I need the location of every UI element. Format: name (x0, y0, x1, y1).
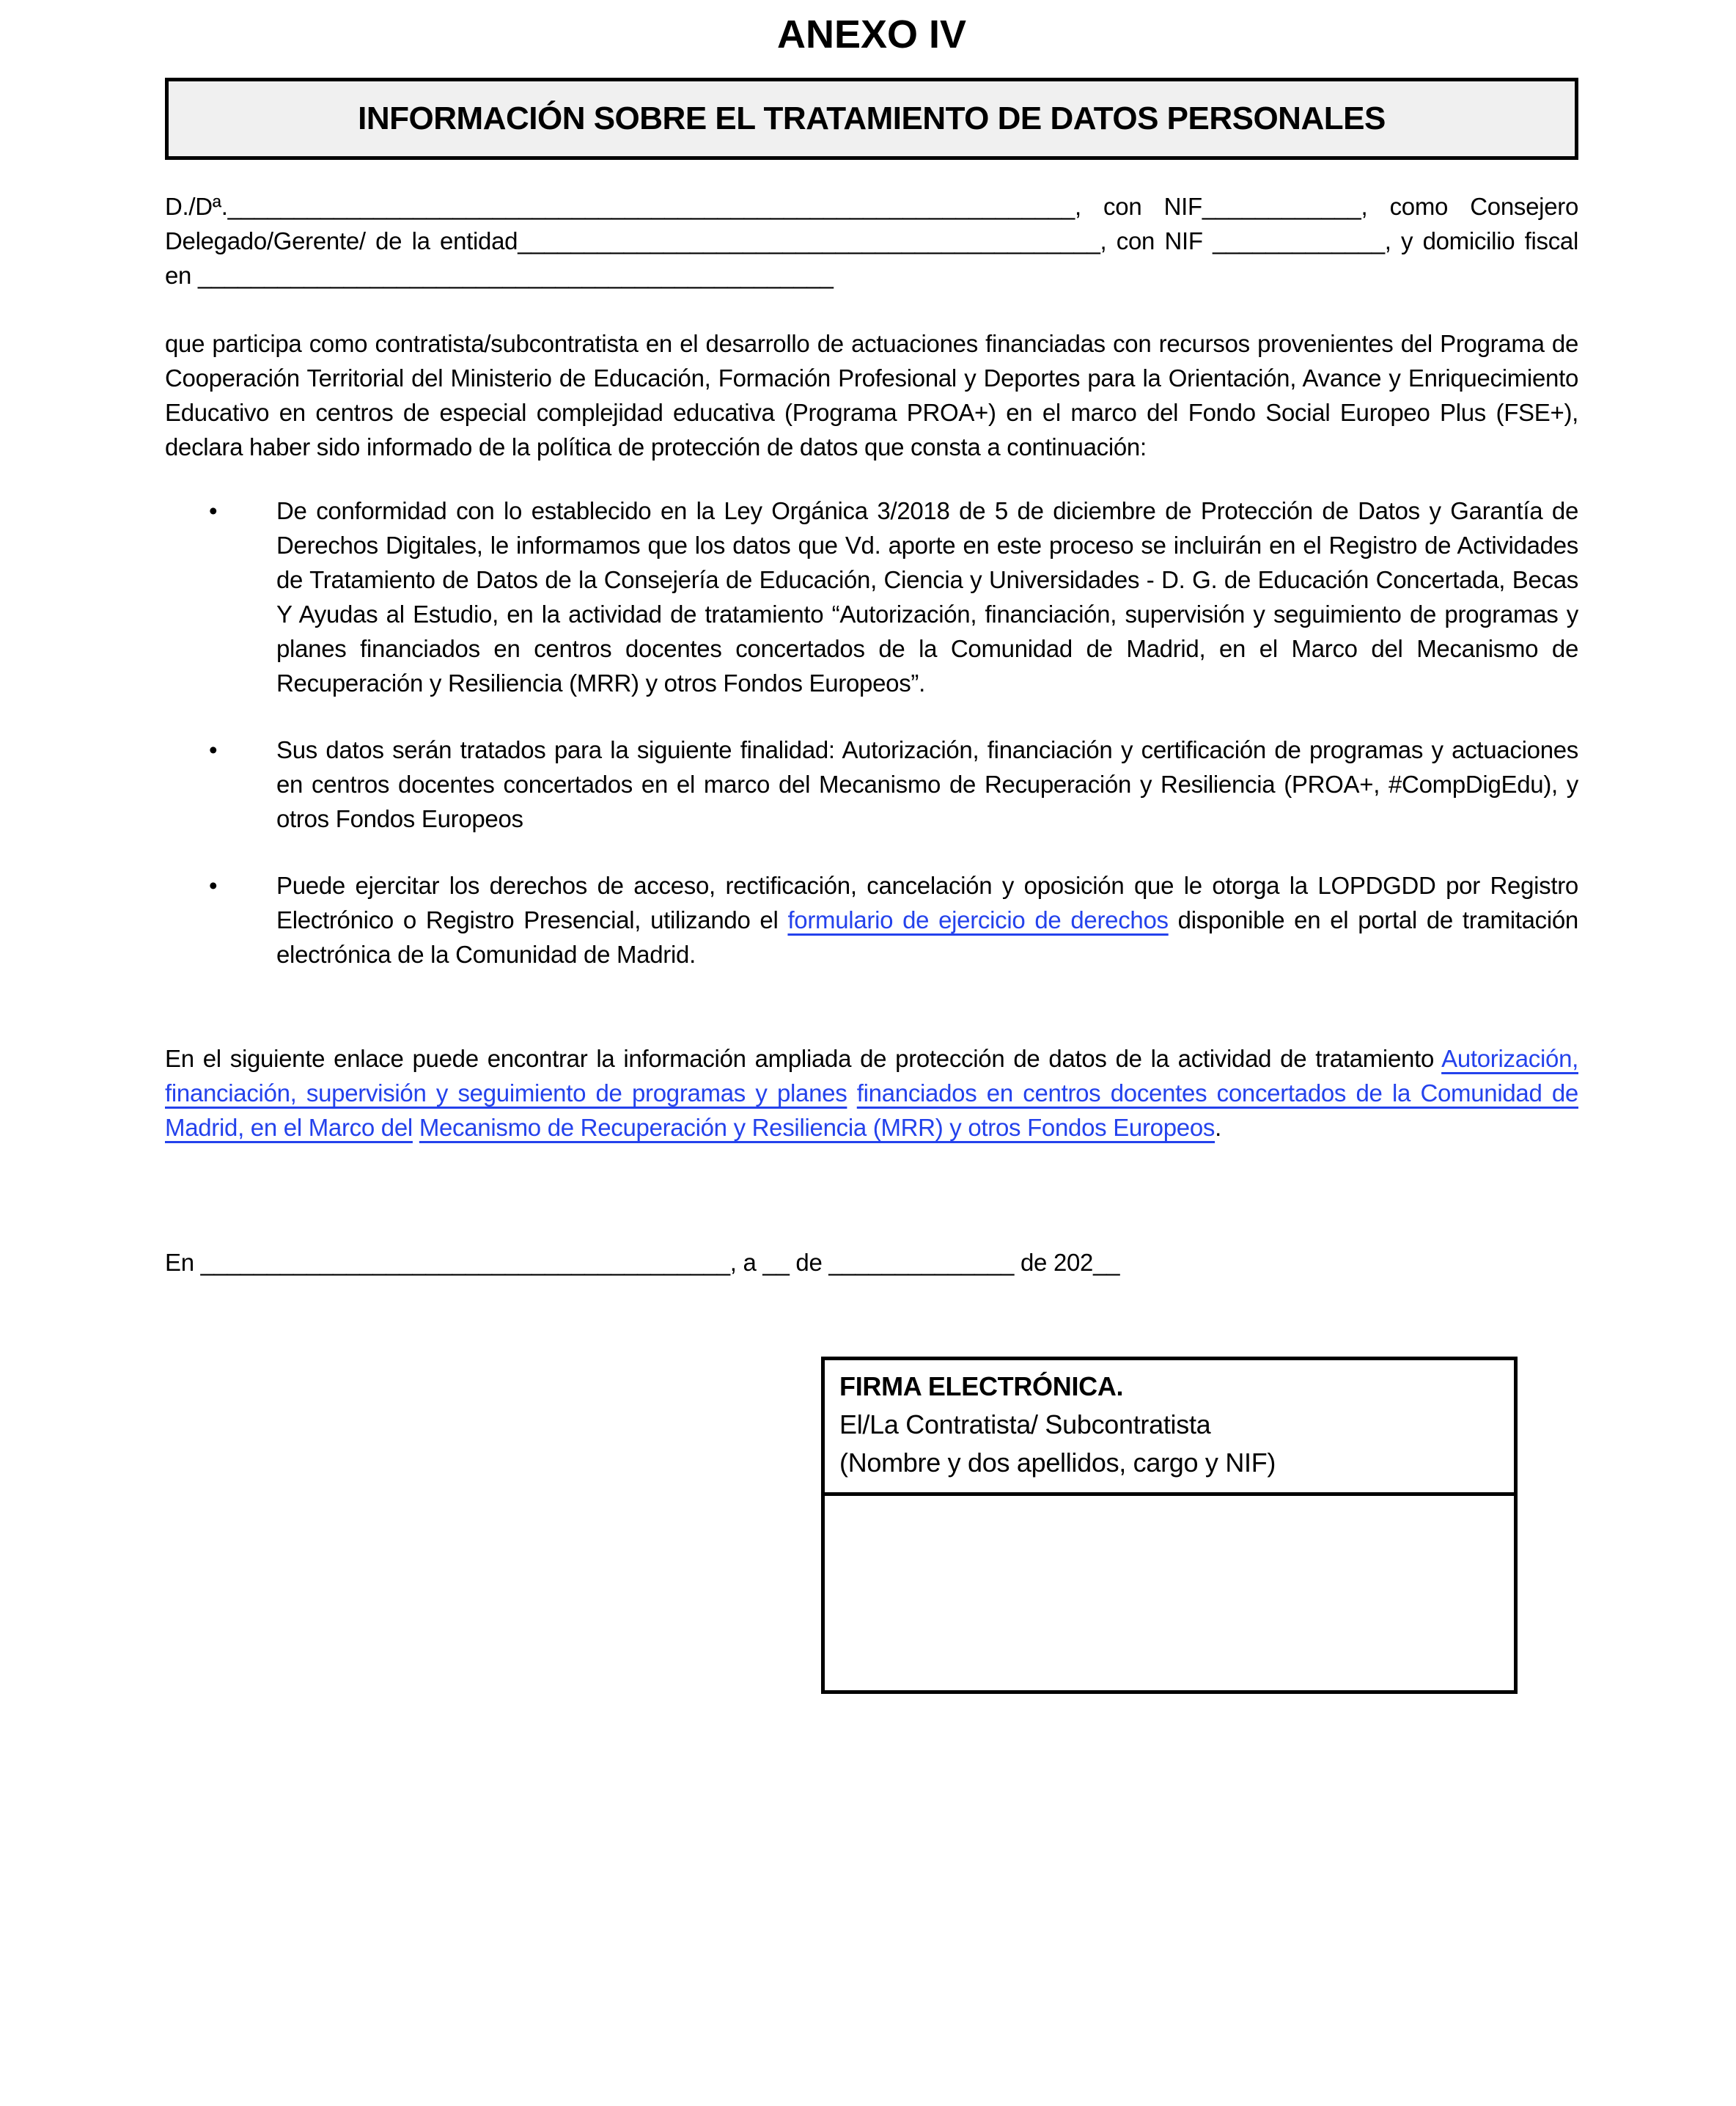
text-segment: . (1215, 1114, 1221, 1141)
privacy-bullet-list (165, 494, 1578, 972)
text-segment: Puede ejercitar los derechos de acceso, rectificación, cancelación y oposición que le otorga la LOPDGDD por Registro Electrónico o Registro Presencial, utilizando el (276, 872, 1578, 933)
participation-paragraph: que participa como contratista/subcontratista en el desarrollo de actuaciones financiadas con recursos provenientes del Programa de Cooperación Territorial del Ministerio de Educación, Formación Profesional y Deportes para la Orientación, Avance y Enriquecimiento Educativo en centros de especial complejidad educativa (Programa PROA+) en el marco del Fondo Social Europeo Plus (FSE+), declara haber sido informado de la política de protección de datos que consta a continuación: (165, 330, 1578, 461)
text-segment: Sus datos serán tratados para la siguiente finalidad: Autorización, financiación y certificación de programas y actuaciones en centros docentes concertados en el marco del Mecanismo de Recuperación y Resiliencia (PROA+, #CompDigEdu), y otros Fondos Europeos (276, 736, 1578, 832)
signature-box-subtitle: El/La Contratista/ Subcontratista (839, 1409, 1211, 1439)
text-segment (847, 1079, 856, 1107)
more-info-paragraph (165, 1041, 1578, 1145)
bullet-text (276, 872, 1578, 968)
bullet-text (276, 736, 1578, 832)
text-segment: De conformidad con lo establecido en la Ley Orgánica 3/2018 de 5 de diciembre de Protección de Datos y Garantía de Derechos Digitales, le informamos que los datos que Vd. aporte en este proceso se incluirán en el Registro de Actividades de Tratamiento de Datos de la Consejería de Educación, Ciencia y Universidades - D. G. de Educación Concertada, Becas Y Ayudas al Estudio, en la actividad de tratamiento “Autorización, financiación, supervisión y seguimiento de programas y planes financiados en centros docentes concertados de la Comunidad de Madrid, en el Marco del Mecanismo de Recuperación y Resiliencia (MRR) y otros Fondos Europeos”. (276, 497, 1578, 697)
bullet-item-rights (165, 868, 1578, 972)
date-place-line: En ________________________________________, a __ de ______________ de 202__ (165, 1249, 1120, 1276)
signature-box-note: (Nombre y dos apellidos, cargo y NIF) (839, 1448, 1276, 1478)
bullet-item-data-purpose (165, 733, 1578, 836)
document-title: ANEXO IV (776, 12, 967, 56)
declarant-paragraph: D./Dª.________________________________________________________________, con NIF____________, como Consejero Delegado/Gerente/ de la entidad____________________________________________, con NIF _____________, y domicilio fiscal en ________________________________________________ (165, 193, 1578, 289)
text-segment: disponible en el portal de tramitación electrónica de la Comunidad de Madrid. (276, 906, 1578, 968)
text-segment: En el siguiente enlace puede encontrar la información ampliada de protección de datos de la actividad de tratamiento (165, 1045, 1442, 1072)
bullet-icon: • (209, 497, 218, 524)
signature-box-title: FIRMA ELECTRÓNICA. (839, 1371, 1124, 1401)
treatment-activity-link-part-1[interactable]: Autorización, financiación, supervisión y seguimiento de programas y planes (165, 1045, 1578, 1107)
signature-box (821, 1357, 1518, 1694)
treatment-activity-link-part-3[interactable]: Mecanismo de Recuperación y Resiliencia (MRR) y otros Fondos Europeos (419, 1114, 1215, 1141)
treatment-activity-link-part-2[interactable]: financiados en centros docentes concertados de la Comunidad de Madrid, en el Marco del (165, 1079, 1578, 1141)
signature-box-header (825, 1360, 1514, 1496)
bullet-item-data-registry (165, 494, 1578, 700)
info-header-title: INFORMACIÓN SOBRE EL TRATAMIENTO DE DATOS PERSONALES (358, 100, 1386, 136)
signature-area (825, 1496, 1514, 1690)
text-segment (413, 1114, 419, 1141)
bullet-text (276, 497, 1578, 697)
info-header-box (165, 78, 1578, 160)
bullet-icon: • (209, 872, 218, 899)
rights-exercise-form-link[interactable]: formulario de ejercicio de derechos (787, 906, 1169, 933)
bullet-icon: • (209, 736, 218, 763)
